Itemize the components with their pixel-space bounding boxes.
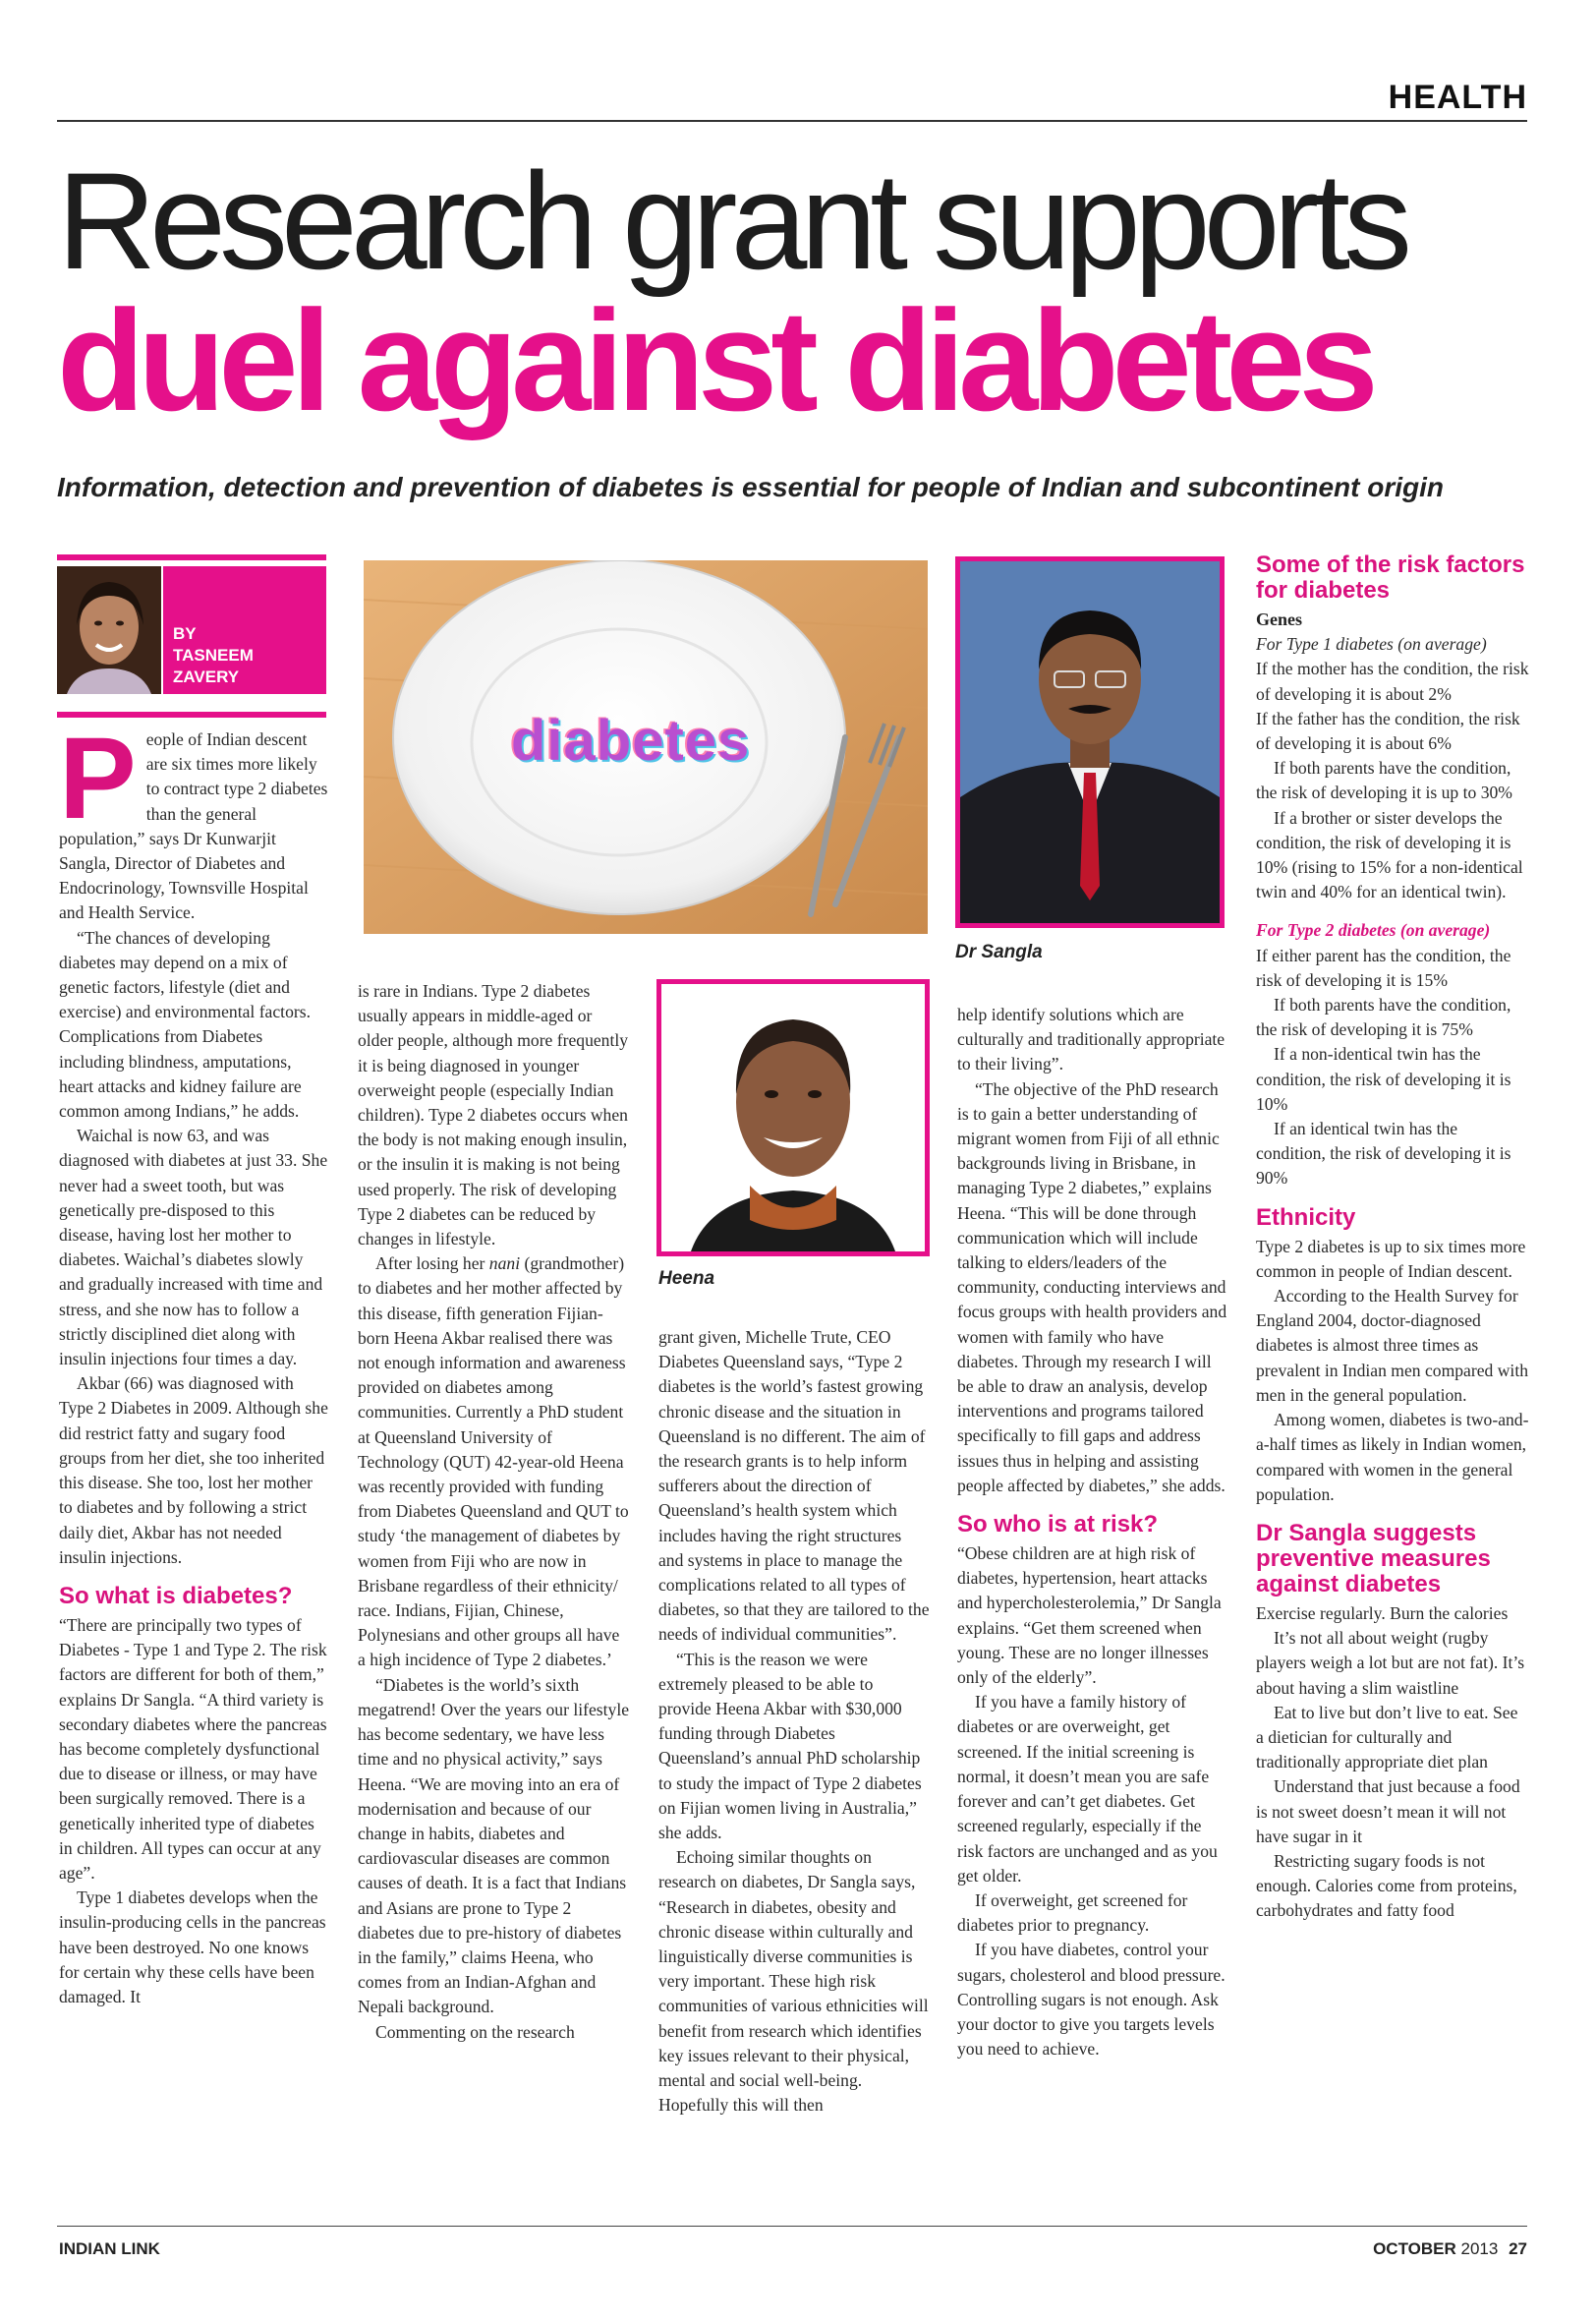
type1-risk-d: If a brother or sister develops the condition, the risk of developing it is 10% (rising to 15% for a non-identical twin and 40% for an identical twin). bbox=[1256, 807, 1523, 902]
col1-para-1-text: eople of Indian descent are six times more likely to contract type 2 diabetes than the general population,” says Dr Kunwarjit Sangla, Director of Diabetes and Endocrinology, Townsville Hospital and Health Service. bbox=[59, 729, 328, 923]
type2-risk-b: If both parents have the condition, the risk of developing it is 75% bbox=[1256, 995, 1511, 1040]
column-4 bbox=[957, 1003, 1228, 2061]
byline-first-name: TASNEEM bbox=[173, 646, 254, 665]
col1-para-5: “There are principally two types of Diabetes - Type 1 and Type 2. The risk factors are different for both of them,” explains Dr Sangla. “A third variety is secondary diabetes where the pancreas has become completely dysfunctional due to disease or illness, or may have been surgically removed. There is a genetically inherited type of diabetes in children. All types can occur at any age”. bbox=[59, 1614, 327, 1883]
measure-2: It’s not all about weight (rugby players weigh a lot but are not fat). It’s about having a slim waistline bbox=[1256, 1628, 1525, 1698]
col2-para-3: “Diabetes is the world’s sixth megatrend! Over the years our lifestyle has become sedentary, we have less time and no physical activity,” says Heena. “We are moving into an era of modernisation and because of our change in habits, diabetes and cardiovascular diseases are common causes of death. It is a fact that Indians and Asians are prone to Type 2 diabetes due to pre-history of diabetes in the family,” claims Heena, who comes from an Indian-Afghan and Nepali background. bbox=[358, 1674, 630, 2017]
col1-para-4: Akbar (66) was diagnosed with Type 2 Diabetes in 2009. Although she did restrict fatty and sugary food groups from her diet, she too inherited this disease. She too, lost her mother to diabetes and by following a strict daily diet, Akbar has not needed insulin injections. bbox=[59, 1373, 328, 1567]
type1-risk-a: If the mother has the condition, the risk of developing it is about 2% bbox=[1256, 659, 1529, 704]
photo-heena bbox=[656, 979, 930, 1256]
col4-para-6: If you have diabetes, control your sugars, cholesterol and blood pressure. Controlling sugars is not enough. Ask your doctor to give you targets levels you need to achieve. bbox=[957, 1940, 1226, 2060]
type2-risk-c: If a non-identical twin has the condition, the risk of developing it is 10% bbox=[1256, 1044, 1511, 1114]
headline-line-1: Research grant supports bbox=[57, 144, 1406, 298]
heading-preventive-measures: Dr Sangla suggests preventive measures against diabetes bbox=[1256, 1519, 1491, 1597]
footer-month: OCTOBER bbox=[1373, 2239, 1456, 2258]
col3-para-2: “This is the reason we were extremely pleased to be able to provide Heena Akbar with $30,000 funding through Diabetes Queensland’s annual PhD scholarship to study the impact of Type 2 diabetes on Fijian women living in Australia,” she adds. bbox=[658, 1649, 922, 1843]
footer-rule bbox=[57, 2226, 1527, 2227]
col1-para-2: “The chances of developing diabetes may depend on a mix of genetic factors, lifestyle (diet and exercise) and environmental factors. Complications from Diabetes including blindness, amputations, heart attacks and kidney failure are common among Indians,” he adds. bbox=[59, 927, 311, 1122]
heading-who-is-at-risk: So who is at risk? bbox=[957, 1511, 1159, 1538]
col2-para-2a: After losing her bbox=[375, 1253, 489, 1274]
photo-dr-sangla bbox=[955, 556, 1225, 928]
footer-page-number: 27 bbox=[1509, 2239, 1527, 2258]
section-label: HEALTH bbox=[1388, 79, 1527, 116]
plate-word: diabetes bbox=[511, 709, 751, 773]
col2-para-2b: (grandmother) to diabetes and her mother affected by this disease, fifth generation Fijian-born Heena Akbar realised there was not enough information and awareness provided on diabetes among communities. Currently a PhD student at Queensland University of Technology (QUT) 42-year-old Heena was recently provided with funding from Diabetes Queensland and QUT to study ‘the management of diabetes by women from Fiji who are now in Brisbane regardless of their ethnicity/ race. Indians, Fijian, Chinese, Polynesians and other groups all have a high incidence of Type 2 diabetes.’ bbox=[358, 1253, 629, 1670]
author-photo bbox=[57, 566, 161, 694]
measure-1: Exercise regularly. Burn the calories bbox=[1256, 1602, 1509, 1623]
headline-line-2: duel against diabetes bbox=[57, 280, 1372, 440]
ethnicity-3: Among women, diabetes is two-and-a-half times as likely in Indian women, compared with women in the general population. bbox=[1256, 1410, 1529, 1504]
byline-last-name: ZAVERY bbox=[173, 668, 240, 686]
subheadline: Information, detection and prevention of diabetes is essential for people of Indian and subcontinent origin bbox=[57, 472, 1445, 502]
subheading-genes: Genes bbox=[1256, 610, 1302, 629]
type2-label: For Type 2 diabetes (on average) bbox=[1256, 920, 1491, 941]
column-2 bbox=[358, 979, 629, 2045]
col3-para-3: Echoing similar thoughts on research on diabetes, Dr Sangla says, “Research in diabetes, obesity and chronic disease within culturally and linguistically diverse communities is very important. These high risk communities of various ethnicities will benefit from research which identifies key issues relevant to their physical, mental and social well-being. Hopefully this will then bbox=[658, 1847, 929, 2116]
type1-label: For Type 1 diabetes (on average) bbox=[1256, 634, 1487, 655]
type2-risk-a: If either parent has the condition, the risk of developing it is 15% bbox=[1256, 945, 1511, 990]
type1-risk-b: If the father has the condition, the risk of developing it is about 6% bbox=[1256, 708, 1520, 754]
heading-ethnicity: Ethnicity bbox=[1256, 1203, 1356, 1231]
byline-by: BY bbox=[173, 624, 197, 643]
col1-para-6: Type 1 diabetes develops when the insulin-producing cells in the pancreas have been destroyed. No one knows for certain why these cells have been damaged. It bbox=[59, 1887, 326, 2006]
top-rule bbox=[57, 120, 1527, 122]
heading-risk-factors: Some of the risk factors for diabetes bbox=[1256, 551, 1525, 604]
col1-para-1 bbox=[59, 714, 330, 926]
column-1 bbox=[59, 714, 330, 2009]
col4-para-5: If overweight, get screened for diabetes prior to pregnancy. bbox=[957, 1889, 1188, 1936]
col1-para-3: Waichal is now 63, and was diagnosed with diabetes at just 33. She never had a sweet tooth, but was genetically pre-disposed to this disease, having lost her mother to diabetes. Waichal’s diabetes slowly and gradually increased with time and stress, and she now has to follow a strictly disciplined diet along with insulin injections four times a day. bbox=[59, 1126, 328, 1369]
measure-3: Eat to live but don’t live to eat. See a dietician for culturally and traditionally appropriate diet plan bbox=[1256, 1702, 1518, 1772]
column-3 bbox=[658, 1325, 930, 2119]
type2-risk-d: If an identical twin has the condition, the risk of developing it is 90% bbox=[1256, 1119, 1511, 1189]
caption-heena: Heena bbox=[658, 1268, 715, 1289]
col4-para-2: “The objective of the PhD research is to gain a better understanding of migrant women from Fiji of all ethnic backgrounds living in Brisbane, in managing Type 2 diabetes,” explains Heena. “This will be done through communication which will include talking to elders/leaders of the community, conducting interviews and focus groups with health providers and women with family who have diabetes. Through my research I will be able to draw an analysis, develop interventions and programs tailored specifically to fill gaps and address issues thus in helping and assisting people affected by diabetes,” she adds. bbox=[957, 1078, 1227, 1495]
footer-year: 2013 bbox=[1460, 2239, 1499, 2258]
column-5 bbox=[1256, 549, 1529, 1924]
footer-date-page bbox=[1373, 2239, 1527, 2259]
col2-para-1: is rare in Indians. Type 2 diabetes usually appears in middle-aged or older people, although more frequently it is being diagnosed in younger overweight people (especially Indian children). Type 2 diabetes occurs when the body is not making enough insulin, or the insulin it is making is not being used properly. The risk of developing Type 2 diabetes can be reduced by changes in lifestyle. bbox=[358, 981, 629, 1249]
measure-5: Restricting sugary foods is not enough. Calories come from proteins, carbohydrates and fatty food bbox=[1256, 1850, 1517, 1921]
ethnicity-2: According to the Health Survey for England 2004, doctor-diagnosed diabetes is almost three times as prevalent in Indian men compared with men in the general population. bbox=[1256, 1286, 1529, 1405]
caption-dr-sangla: Dr Sangla bbox=[955, 942, 1043, 962]
type1-risk-c: If both parents have the condition, the risk of developing it is up to 30% bbox=[1256, 758, 1512, 803]
heading-what-is-diabetes: So what is diabetes? bbox=[59, 1582, 293, 1609]
drop-cap: P bbox=[59, 714, 137, 843]
ethnicity-1: Type 2 diabetes is up to six times more common in people of Indian descent. bbox=[1256, 1236, 1526, 1281]
col4-para-1: help identify solutions which are culturally and traditionally appropriate to their living”. bbox=[957, 1005, 1226, 1074]
col2-para-4: Commenting on the research bbox=[375, 2021, 575, 2042]
measure-4: Understand that just because a food is not sweet doesn’t mean it will not have sugar in it bbox=[1256, 1776, 1520, 1846]
plate-image bbox=[364, 560, 928, 934]
col4-para-4: If you have a family history of diabetes or are overweight, get screened. If the initial screening is normal, it doesn’t mean you are safe forever and can’t get diabetes. Get screened regularly, especially if the risk factors are unchanged and as you get older. bbox=[957, 1692, 1218, 1886]
footer-publication: INDIAN LINK bbox=[59, 2239, 160, 2258]
col3-para-1: grant given, Michelle Trute, CEO Diabetes Queensland says, “Type 2 diabetes is the world’s fastest growing chronic disease and the situation in Queensland is no different. The aim of the research grants is to help inform sufferers about the direction of Queensland’s health system which includes having the right structures and systems in place to manage the complications related to all types of diabetes, so that they are tailored to the needs of individual communities”. bbox=[658, 1327, 930, 1645]
col4-para-3: “Obese children are at high risk of diabetes, hypertension, heart attacks and hypercholesterolemia,” Dr Sangla explains. “Get them screened when young. These are no longer illnesses only of the elderly”. bbox=[957, 1543, 1222, 1688]
col2-para-2 bbox=[358, 1251, 629, 1672]
byline bbox=[173, 623, 254, 688]
col2-nani: nani bbox=[488, 1253, 521, 1274]
